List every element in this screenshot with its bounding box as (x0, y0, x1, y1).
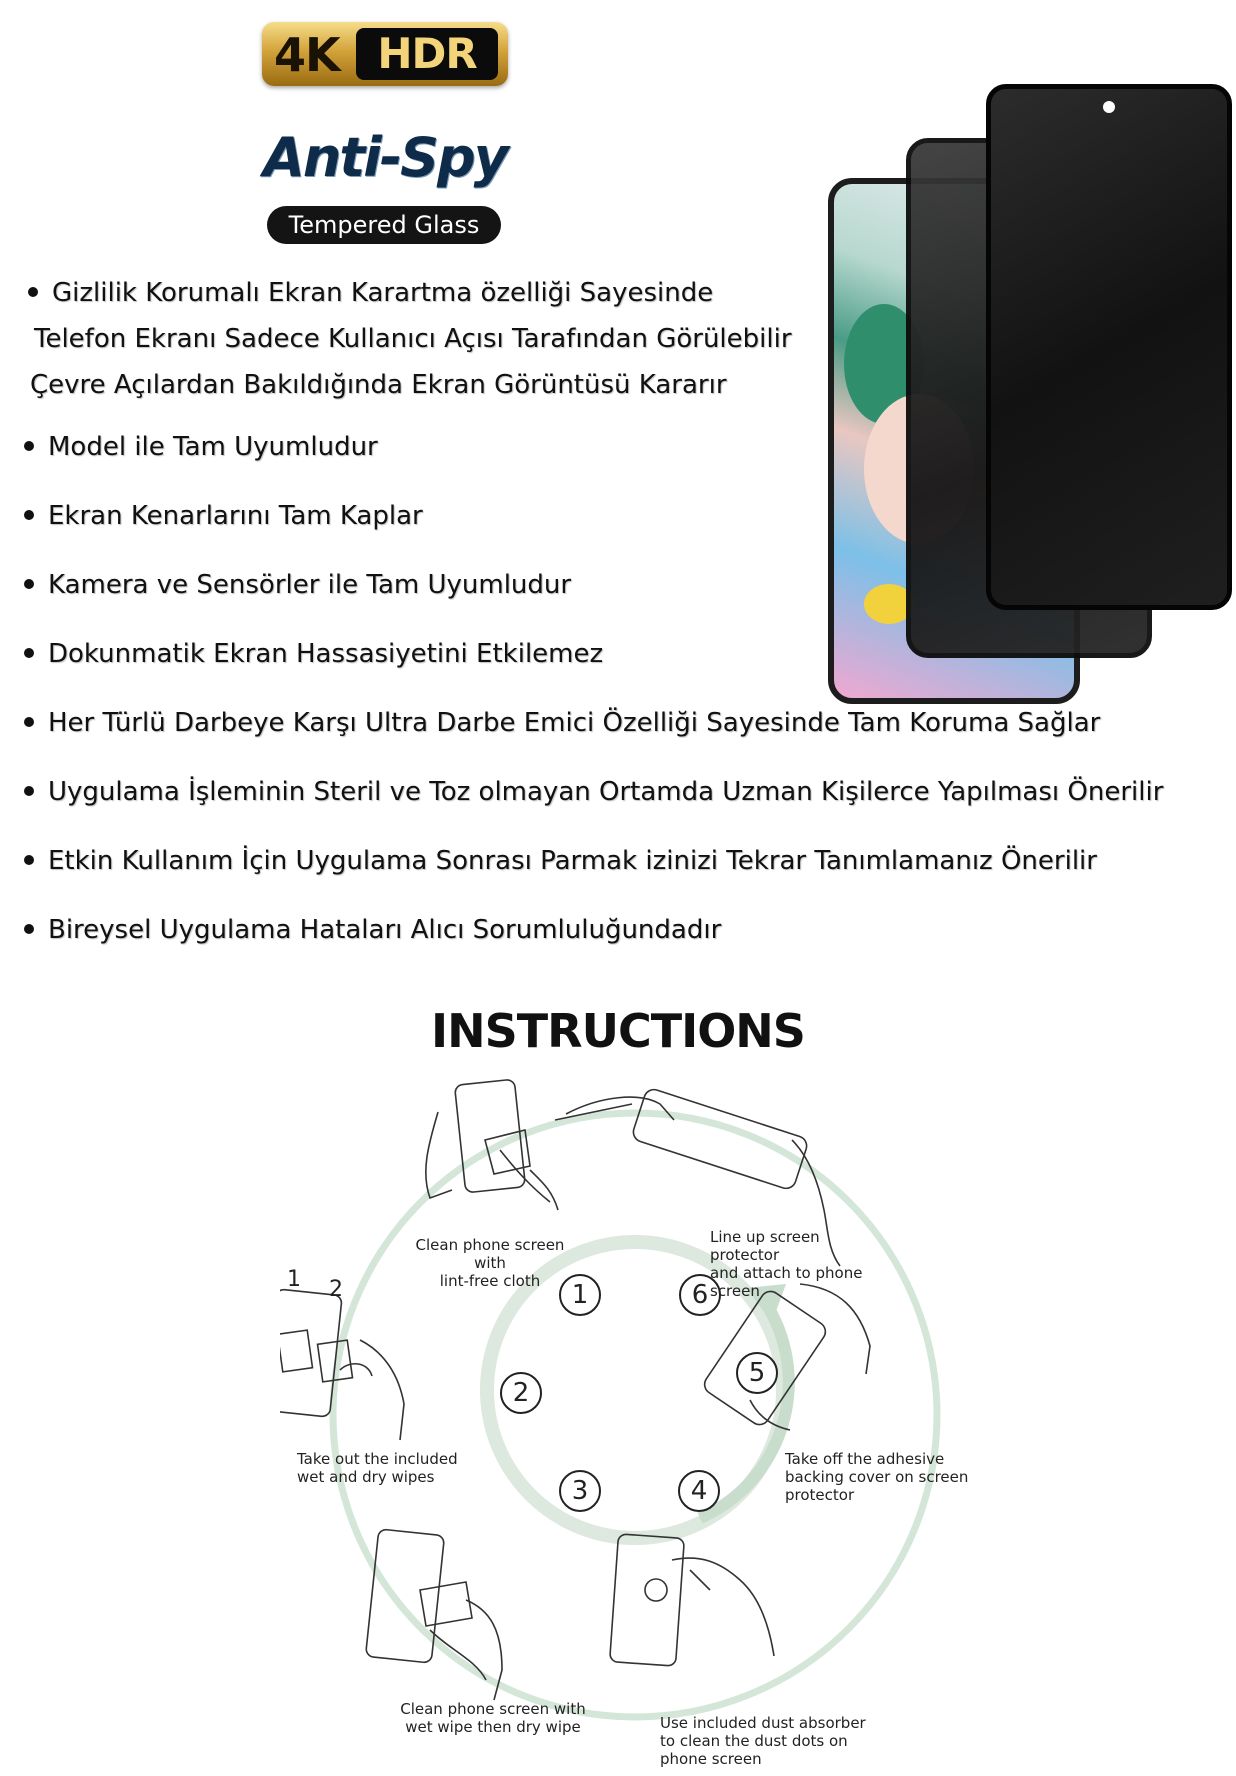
step-number-4: 4 (678, 1470, 720, 1512)
bullet-icon (24, 717, 34, 727)
step-4-illustration (610, 1534, 774, 1666)
bullet-icon (24, 648, 34, 658)
product-subtitle-badge: Tempered Glass (267, 206, 501, 244)
product-title: Anti-Spy (263, 126, 507, 189)
step-3-caption: Clean phone screen with wet wipe then dry wipe (400, 1700, 586, 1736)
wipe-label: 1 (287, 1267, 301, 1292)
instructions-title: INSTRUCTIONS (431, 1004, 805, 1058)
feature-item: Dokunmatik Ekran Hassasiyetini Etkilemez (24, 639, 603, 669)
feature-item: Etkin Kullanım İçin Uygulama Sonrası Parmak izinizi Tekrar Tanımlamanız Önerilir (24, 846, 1097, 876)
instructions-artwork (280, 1070, 980, 1770)
outer-ring (333, 1113, 937, 1717)
badge-hdr-text: HDR (356, 28, 498, 80)
privacy-glass-layer-front (986, 84, 1232, 610)
bullet-icon (24, 924, 34, 934)
step-2-illustration (280, 1289, 404, 1440)
step-number-5: 5 (736, 1352, 778, 1394)
4k-hdr-badge (262, 22, 508, 86)
feature-item: Uygulama İşleminin Steril ve Toz olmayan Ortamda Uzman Kişilerce Yapılması Önerilir (24, 777, 1163, 807)
step-4-caption: Use included dust absorber to clean the dust dots on phone screen (660, 1714, 866, 1768)
step-1-illustration (426, 1079, 558, 1210)
bullet-icon (24, 855, 34, 865)
feature-item-continued: Çevre Açılardan Bakıldığında Ekran Görüntüsü Kararır (30, 370, 727, 400)
phone-with-privacy-glass-illustration (828, 84, 1224, 700)
camera-hole-icon (1103, 101, 1115, 113)
bullet-icon (24, 579, 34, 589)
feature-item: Kamera ve Sensörler ile Tam Uyumludur (24, 570, 571, 600)
bullet-icon (24, 510, 34, 520)
instructions-diagram (280, 1070, 980, 1770)
feature-item: Bireysel Uygulama Hataları Alıcı Sorumluluğundadır (24, 915, 721, 945)
feature-item-continued: Telefon Ekranı Sadece Kullanıcı Açısı Tarafından Görülebilir (34, 324, 792, 354)
step-1-caption: Clean phone screen with lint-free cloth (415, 1236, 565, 1290)
feature-item: Ekran Kenarlarını Tam Kaplar (24, 501, 423, 531)
step-number-2: 2 (500, 1372, 542, 1414)
feature-item: Gizlilik Korumalı Ekran Karartma özelliği Sayesinde (28, 278, 713, 308)
step-number-1: 1 (559, 1274, 601, 1316)
feature-item: Model ile Tam Uyumludur (24, 432, 378, 462)
step-number-3: 3 (559, 1470, 601, 1512)
feature-item: Her Türlü Darbeye Karşı Ultra Darbe Emici Özelliği Sayesinde Tam Koruma Sağlar (24, 708, 1100, 738)
step-2-caption: Take out the included wet and dry wipes (297, 1450, 458, 1486)
bullet-icon (28, 287, 38, 297)
step-6-caption: Line up screen protector and attach to phone screen (710, 1228, 863, 1300)
bullet-icon (24, 786, 34, 796)
wipe-label: 2 (329, 1277, 343, 1302)
step-5-caption: Take off the adhesive backing cover on screen protector (785, 1450, 969, 1504)
bullet-icon (24, 441, 34, 451)
badge-4k-text: 4K (274, 28, 340, 82)
step-number-6: 6 (679, 1274, 721, 1316)
